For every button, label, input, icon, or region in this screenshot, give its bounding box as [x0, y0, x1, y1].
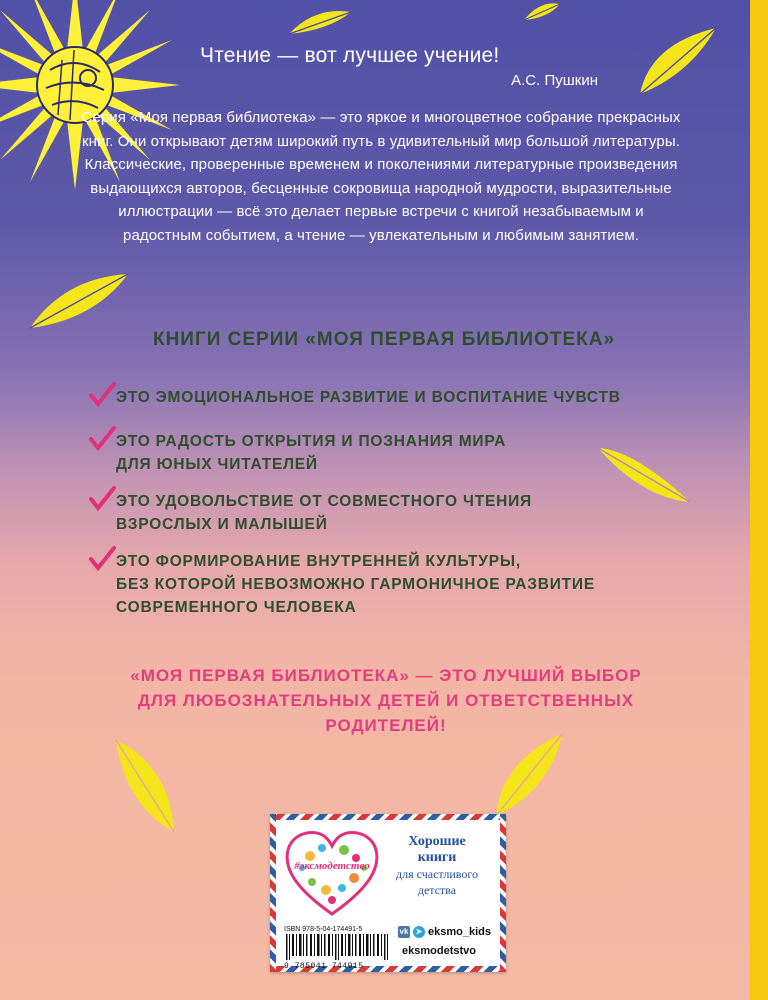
slogan-line: книги — [417, 850, 457, 865]
publisher-card — [270, 814, 506, 972]
benefit-line: БЕЗ КОТОРОЙ НЕВОЗМОЖНО ГАРМОНИЧНОЕ РАЗВИТИЕ — [116, 576, 596, 593]
series-heading: КНИГИ СЕРИИ «МОЯ ПЕРВАЯ БИБЛИОТЕКА» — [152, 329, 616, 350]
social-handle: eksmo_kids — [428, 925, 491, 938]
heart-logo — [282, 826, 382, 918]
slogan-line: детства — [417, 883, 457, 897]
social-links — [398, 924, 498, 957]
heart-icon — [282, 826, 382, 918]
benefit-line: ЭТО ЭМОЦИОНАЛЬНОЕ РАЗВИТИЕ И ВОСПИТАНИЕ ЧУВСТВ — [116, 389, 621, 406]
checkmark-icon — [88, 486, 116, 512]
benefit-line: ЭТО ФОРМИРОВАНИЕ ВНУТРЕННЕЙ КУЛЬТУРЫ, — [116, 553, 521, 570]
series-description: Серия «Моя первая библиотека» — это яркое и многоцветное собрание прекрасных книг. Они открывают детям широкий путь в удивительный мир большой литературы. Классические, проверенные временем и поколениями литературные произведения выдающихся авторов, бесценные сокровища народной мудрости, выразительные иллюстрации — всё это делает первые встречи с книгой незабываемым и радостным событием, а чтение — увлекательным и любимым занятием. — [81, 109, 681, 244]
isbn-label: ISBN 978-5-04-174491-5 — [284, 926, 363, 933]
epigraph-quote — [200, 44, 600, 89]
slogan-line: для счастливого — [396, 867, 478, 881]
checkmark-icon — [88, 382, 116, 408]
airmail-border — [270, 814, 506, 820]
benefit-line: ДЛЯ ЮНЫХ ЧИТАТЕЛЕЙ — [116, 456, 318, 473]
benefit-line: ЭТО РАДОСТЬ ОТКРЫТИЯ И ПОЗНАНИЯ МИРА — [116, 433, 507, 450]
checkmark-icon — [88, 546, 116, 572]
site-label[interactable]: eksmodetstvo — [402, 945, 476, 957]
airmail-border — [270, 814, 276, 972]
vk-icon: vk — [399, 926, 409, 936]
quote-author: А.С. Пушкин — [511, 72, 598, 89]
closing-line: РОДИТЕЛЕЙ! — [325, 716, 447, 735]
checkmark-icon — [88, 426, 116, 452]
closing-statement — [80, 663, 692, 738]
telegram-icon: ➤ — [413, 926, 425, 938]
barcode-icon — [284, 934, 394, 960]
feather-decoration — [630, 24, 720, 100]
feather-decoration — [24, 268, 134, 338]
barcode-block — [284, 926, 394, 971]
social-row[interactable] — [398, 924, 498, 939]
closing-line: ДЛЯ ЛЮБОЗНАТЕЛЬНЫХ ДЕТЕЙ И ОТВЕТСТВЕННЫХ — [137, 691, 635, 710]
benefit-line: ВЗРОСЛЫХ И МАЛЫШЕЙ — [116, 516, 328, 533]
barcode-number: 9 785041 744915 — [284, 962, 364, 971]
benefit-line: ЭТО УДОВОЛЬСТВИЕ ОТ СОВМЕСТНОГО ЧТЕНИЯ — [116, 493, 532, 510]
slogan — [382, 834, 492, 898]
yellow-spine-edge — [750, 0, 768, 1000]
closing-line: «МОЯ ПЕРВАЯ БИБЛИОТЕКА» — ЭТО ЛУЧШИЙ ВЫБОР — [130, 666, 642, 685]
benefit-line: СОВРЕМЕННОГО ЧЕЛОВЕКА — [116, 599, 357, 616]
airmail-border — [500, 814, 506, 972]
feather-decoration — [488, 730, 568, 820]
feather-decoration — [522, 0, 562, 24]
hashtag-label: #эксмодетство — [294, 860, 370, 872]
feather-decoration — [285, 4, 355, 44]
quote-text: Чтение — вот лучшее учение! — [200, 44, 500, 67]
slogan-line: Хорошие — [408, 834, 466, 849]
feather-decoration — [110, 736, 180, 836]
